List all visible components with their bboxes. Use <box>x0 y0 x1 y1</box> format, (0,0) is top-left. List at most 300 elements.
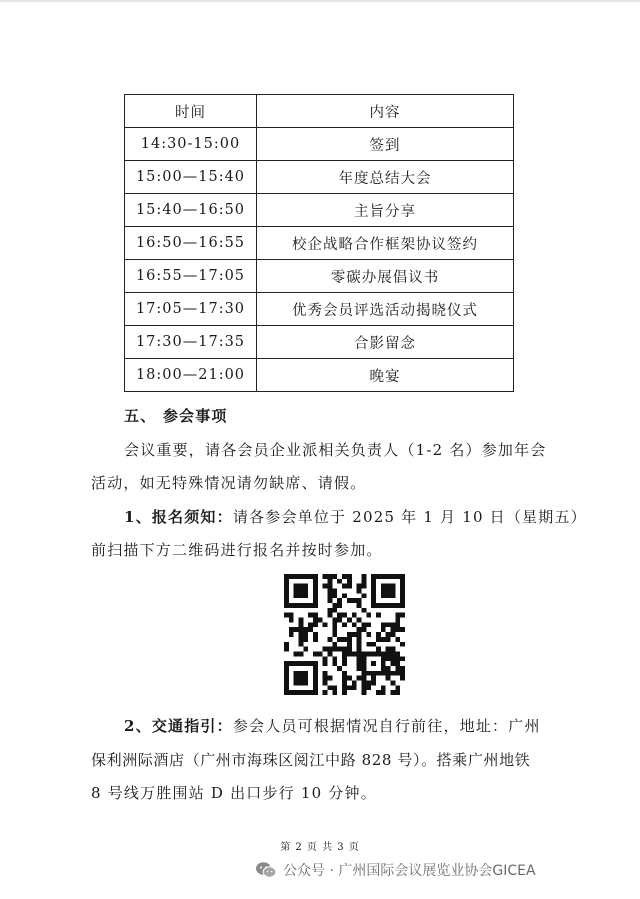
qr-module <box>284 685 289 690</box>
qr-module <box>294 676 299 681</box>
qr-module <box>289 690 294 695</box>
qr-module <box>381 622 386 627</box>
qr-module <box>357 661 362 666</box>
qr-module <box>313 603 318 608</box>
qr-module <box>357 627 362 632</box>
table-row <box>125 359 514 392</box>
qr-module <box>357 651 362 656</box>
qr-module <box>381 627 386 632</box>
qr-module <box>390 632 395 637</box>
qr-module <box>337 603 342 608</box>
qr-module <box>361 651 366 656</box>
qr-module <box>357 584 362 589</box>
qr-module <box>400 627 405 632</box>
qr-module <box>361 584 366 589</box>
qr-module <box>361 574 366 579</box>
qr-module <box>386 647 391 652</box>
qr-module <box>381 584 386 589</box>
qr-module <box>386 676 391 681</box>
qr-module <box>361 680 366 685</box>
qr-module <box>308 574 313 579</box>
qr-module <box>400 589 405 594</box>
qr-module <box>371 584 376 589</box>
qr-module <box>284 671 289 676</box>
qr-module <box>357 632 362 637</box>
qr-module <box>400 603 405 608</box>
qr-module <box>303 627 308 632</box>
qr-module <box>294 690 299 695</box>
qr-module <box>390 647 395 652</box>
page-number: 第 2 页 共 3 页 <box>280 842 360 853</box>
qr-module <box>299 627 304 632</box>
qr-module <box>284 603 289 608</box>
qr-module <box>366 632 371 637</box>
qr-module <box>299 690 304 695</box>
qr-module <box>376 574 381 579</box>
table-cell-time: 16:50—16:55 <box>125 227 257 260</box>
qr-module <box>294 593 299 598</box>
qr-module <box>357 618 362 623</box>
qr-module <box>400 593 405 598</box>
qr-module <box>395 690 400 695</box>
qr-module <box>342 676 347 681</box>
qr-module <box>308 622 313 627</box>
qr-module <box>284 593 289 598</box>
qr-module <box>386 637 391 642</box>
qr-module <box>352 651 357 656</box>
qr-module <box>284 666 289 671</box>
qr-module <box>294 651 299 656</box>
qr-module <box>313 574 318 579</box>
table-cell-content: 合影留念 <box>257 326 514 359</box>
qr-module <box>303 589 308 594</box>
qr-module <box>386 589 391 594</box>
qr-module <box>332 656 337 661</box>
qr-module <box>299 603 304 608</box>
schedule-table <box>124 94 514 392</box>
qr-module <box>376 671 381 676</box>
qr-module <box>299 642 304 647</box>
qr-module <box>395 666 400 671</box>
qr-module <box>342 593 347 598</box>
qr-module <box>303 584 308 589</box>
qr-module <box>376 647 381 652</box>
qr-module <box>395 618 400 623</box>
qr-module <box>371 593 376 598</box>
qr-module <box>342 671 347 676</box>
qr-module <box>289 613 294 618</box>
table-row <box>125 128 514 161</box>
qr-module <box>347 632 352 637</box>
qr-module <box>357 637 362 642</box>
qr-module <box>332 593 337 598</box>
table-row <box>125 326 514 359</box>
traffic-label: 2、交通指引： <box>124 717 233 735</box>
qr-module <box>400 676 405 681</box>
qr-module <box>342 584 347 589</box>
qr-module <box>381 685 386 690</box>
qr-module <box>328 579 333 584</box>
qr-module <box>313 661 318 666</box>
qr-module <box>284 589 289 594</box>
table-header-time: 时间 <box>125 95 257 128</box>
registration-text: 请各参会单位于 2025 年 1 月 10 日（星期五） <box>232 508 587 526</box>
qr-module <box>400 642 405 647</box>
qr-module <box>303 603 308 608</box>
qr-module <box>284 680 289 685</box>
qr-module <box>318 618 323 623</box>
qr-module <box>313 622 318 627</box>
qr-module <box>400 666 405 671</box>
qr-module <box>299 593 304 598</box>
paragraph-line: 前扫描下方二维码进行报名并按时参加。 <box>91 541 383 559</box>
qr-module <box>361 676 366 681</box>
qr-module <box>381 603 386 608</box>
qr-module <box>294 574 299 579</box>
qr-module <box>294 589 299 594</box>
qr-module <box>347 685 352 690</box>
qr-module <box>332 647 337 652</box>
qr-module <box>371 574 376 579</box>
qr-module <box>313 598 318 603</box>
qr-module <box>328 651 333 656</box>
qr-module <box>332 618 337 623</box>
qr-module <box>303 671 308 676</box>
qr-module <box>332 685 337 690</box>
qr-module <box>347 651 352 656</box>
qr-module <box>390 622 395 627</box>
qr-module <box>284 661 289 666</box>
qr-module <box>323 690 328 695</box>
qr-module <box>386 656 391 661</box>
qr-module <box>313 685 318 690</box>
qr-module <box>361 671 366 676</box>
qr-module <box>381 589 386 594</box>
qr-module <box>381 671 386 676</box>
table-row <box>125 227 514 260</box>
qr-module <box>299 618 304 623</box>
table-cell-content: 校企战略合作框架协议签约 <box>257 227 514 260</box>
qr-module <box>342 637 347 642</box>
qr-module <box>342 647 347 652</box>
paragraph-line: 会议重要，请各会员企业派相关负责人（1-2 名）参加年会 <box>124 441 547 459</box>
qr-module <box>361 690 366 695</box>
qr-module <box>337 618 342 623</box>
table-cell-content: 主旨分享 <box>257 194 514 227</box>
qr-module <box>342 656 347 661</box>
table-cell-time: 17:30—17:35 <box>125 326 257 359</box>
qr-module <box>386 622 391 627</box>
registration-qr-code[interactable] <box>284 574 405 695</box>
qr-module <box>284 579 289 584</box>
qr-module <box>328 613 333 618</box>
qr-module <box>361 579 366 584</box>
table-row <box>125 194 514 227</box>
watermark-text: 公众号 · 广州国际会议展览业协会GICEA <box>283 863 536 879</box>
qr-module <box>390 671 395 676</box>
qr-module <box>313 637 318 642</box>
qr-module <box>357 647 362 652</box>
qr-module <box>381 574 386 579</box>
qr-module <box>313 618 318 623</box>
qr-module <box>299 651 304 656</box>
page-edge <box>0 0 640 2</box>
qr-module <box>390 690 395 695</box>
qr-module <box>347 598 352 603</box>
qr-module <box>352 622 357 627</box>
qr-module <box>400 656 405 661</box>
qr-module <box>395 622 400 627</box>
qr-module <box>328 637 333 642</box>
qr-module <box>323 656 328 661</box>
qr-module <box>308 613 313 618</box>
qr-module <box>400 598 405 603</box>
table-cell-time: 18:00—21:00 <box>125 359 257 392</box>
qr-module <box>366 613 371 618</box>
qr-module <box>357 589 362 594</box>
qr-module <box>352 685 357 690</box>
qr-module <box>342 651 347 656</box>
qr-module <box>357 676 362 681</box>
qr-module <box>313 593 318 598</box>
qr-module <box>395 651 400 656</box>
qr-module <box>390 584 395 589</box>
qr-module <box>357 656 362 661</box>
qr-module <box>299 676 304 681</box>
qr-module <box>284 676 289 681</box>
qr-module <box>328 676 333 681</box>
qr-module <box>313 690 318 695</box>
table-cell-time: 17:05—17:30 <box>125 293 257 326</box>
registration-line <box>124 506 587 527</box>
watermark <box>255 860 536 880</box>
qr-module <box>284 613 289 618</box>
qr-module <box>289 574 294 579</box>
qr-module <box>332 627 337 632</box>
qr-module <box>376 637 381 642</box>
table-cell-content: 年度总结大会 <box>257 161 514 194</box>
paragraph-line: 保利洲际酒店（广州市海珠区阅江中路 828 号）。搭乘广州地铁 <box>91 751 531 769</box>
qr-module <box>371 642 376 647</box>
qr-module <box>347 642 352 647</box>
qr-module <box>342 680 347 685</box>
qr-module <box>371 671 376 676</box>
qr-module <box>361 622 366 627</box>
qr-module <box>308 661 313 666</box>
qr-module <box>323 647 328 652</box>
qr-module <box>366 671 371 676</box>
qr-module <box>400 574 405 579</box>
qr-module <box>313 632 318 637</box>
qr-module <box>366 680 371 685</box>
qr-module <box>381 637 386 642</box>
qr-module <box>299 671 304 676</box>
qr-module <box>328 685 333 690</box>
qr-module <box>328 598 333 603</box>
qr-module <box>357 642 362 647</box>
qr-module <box>390 627 395 632</box>
qr-module <box>361 685 366 690</box>
qr-module <box>352 632 357 637</box>
qr-module <box>332 589 337 594</box>
qr-module <box>294 661 299 666</box>
qr-module <box>357 666 362 671</box>
qr-module <box>284 690 289 695</box>
qr-module <box>337 666 342 671</box>
qr-module <box>357 603 362 608</box>
qr-module <box>381 666 386 671</box>
table-header-row <box>125 95 514 128</box>
qr-module <box>390 651 395 656</box>
qr-module <box>366 642 371 647</box>
qr-module <box>352 613 357 618</box>
qr-module <box>386 651 391 656</box>
qr-module <box>332 603 337 608</box>
qr-module <box>299 661 304 666</box>
qr-module <box>303 690 308 695</box>
table-row <box>125 293 514 326</box>
qr-module <box>303 680 308 685</box>
qr-module <box>361 661 366 666</box>
qr-module <box>289 627 294 632</box>
qr-module <box>361 627 366 632</box>
qr-module <box>386 584 391 589</box>
qr-module <box>390 661 395 666</box>
qr-module <box>395 637 400 642</box>
qr-module <box>371 603 376 608</box>
qr-module <box>284 647 289 652</box>
qr-module <box>303 593 308 598</box>
section-heading: 五、 参会事项 <box>124 407 228 425</box>
qr-module <box>381 690 386 695</box>
table-cell-time: 15:00—15:40 <box>125 161 257 194</box>
qr-module <box>400 584 405 589</box>
qr-module <box>323 680 328 685</box>
qr-module <box>366 651 371 656</box>
qr-module <box>328 593 333 598</box>
qr-module <box>381 651 386 656</box>
qr-module <box>395 574 400 579</box>
traffic-text: 参会人员可根据情况自行前往，地址：广州 <box>232 717 541 735</box>
qr-module <box>395 656 400 661</box>
qr-module <box>299 622 304 627</box>
qr-module <box>361 608 366 613</box>
qr-module <box>299 589 304 594</box>
qr-module <box>313 676 318 681</box>
qr-module <box>332 608 337 613</box>
qr-module <box>313 671 318 676</box>
qr-module <box>313 613 318 618</box>
qr-module <box>376 651 381 656</box>
qr-module <box>347 676 352 681</box>
qr-module <box>303 574 308 579</box>
qr-module <box>371 651 376 656</box>
qr-module <box>289 603 294 608</box>
qr-module <box>376 613 381 618</box>
qr-module <box>299 637 304 642</box>
qr-module <box>347 579 352 584</box>
qr-module <box>366 622 371 627</box>
qr-module <box>303 632 308 637</box>
qr-module <box>328 584 333 589</box>
qr-module <box>284 598 289 603</box>
qr-module <box>323 671 328 676</box>
qr-module <box>361 666 366 671</box>
qr-module <box>337 598 342 603</box>
qr-module <box>342 661 347 666</box>
qr-module <box>303 647 308 652</box>
qr-module <box>371 579 376 584</box>
qr-module <box>386 593 391 598</box>
qr-module <box>342 690 347 695</box>
qr-module <box>294 584 299 589</box>
qr-module <box>323 584 328 589</box>
qr-module <box>289 618 294 623</box>
qr-module <box>381 593 386 598</box>
qr-module <box>376 632 381 637</box>
qr-module <box>318 651 323 656</box>
qr-module <box>294 627 299 632</box>
qr-module <box>294 603 299 608</box>
qr-module <box>332 661 337 666</box>
qr-module <box>313 584 318 589</box>
paragraph-line: 8 号线万胜围站 D 出口步行 10 分钟。 <box>91 784 377 802</box>
table-cell-time: 16:55—17:05 <box>125 260 257 293</box>
qr-module <box>328 608 333 613</box>
qr-module <box>381 656 386 661</box>
qr-module <box>395 627 400 632</box>
qr-module <box>376 603 381 608</box>
qr-module <box>299 632 304 637</box>
qr-module <box>390 593 395 598</box>
qr-module <box>400 613 405 618</box>
qr-module <box>332 642 337 647</box>
qr-module <box>323 622 328 627</box>
paragraph-line: 活动，如无特殊情况请勿缺席、请假。 <box>91 474 367 492</box>
qr-module <box>381 661 386 666</box>
qr-module <box>284 574 289 579</box>
qr-module <box>390 656 395 661</box>
qr-module <box>342 622 347 627</box>
qr-module <box>342 613 347 618</box>
table-cell-time: 15:40—16:50 <box>125 194 257 227</box>
table-cell-content: 零碳办展倡议书 <box>257 260 514 293</box>
table-cell-content: 优秀会员评选活动揭晓仪式 <box>257 293 514 326</box>
qr-module <box>313 680 318 685</box>
qr-module <box>395 685 400 690</box>
qr-module <box>299 584 304 589</box>
qr-module <box>299 680 304 685</box>
qr-module <box>328 589 333 594</box>
qr-module <box>400 671 405 676</box>
qr-module <box>337 579 342 584</box>
qr-module <box>342 574 347 579</box>
qr-module <box>371 661 376 666</box>
qr-module <box>337 613 342 618</box>
qr-module <box>352 598 357 603</box>
qr-module <box>308 627 313 632</box>
qr-module <box>347 584 352 589</box>
registration-label: 1、报名须知： <box>124 508 233 526</box>
table-row <box>125 260 514 293</box>
qr-module <box>390 680 395 685</box>
qr-module <box>390 603 395 608</box>
qr-module <box>328 647 333 652</box>
qr-module <box>323 661 328 666</box>
qr-module <box>357 598 362 603</box>
qr-module <box>347 647 352 652</box>
qr-module <box>395 613 400 618</box>
